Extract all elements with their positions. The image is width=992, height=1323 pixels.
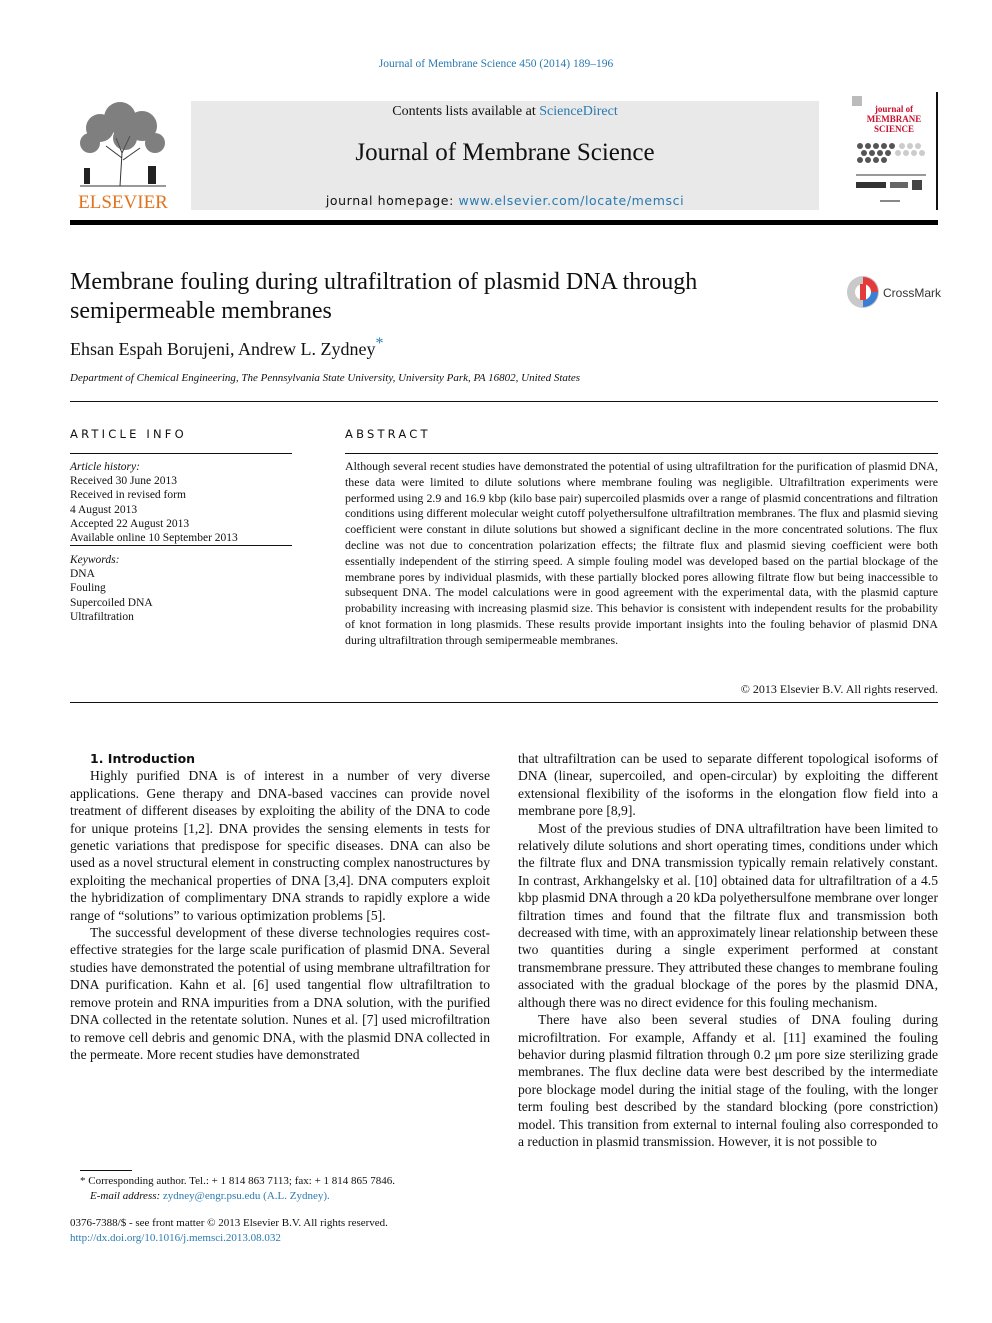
homepage-line [191,193,819,208]
header-rule [70,220,938,225]
email-line [70,1189,490,1204]
keyword-item: DNA [70,568,95,581]
crossmark-badge[interactable] [846,274,942,310]
paragraph: Most of the previous studies of DNA ultrafiltration have been limited to relatively dilute solutions and short operating times, conditions under which the filtrate flux and DNA transmission typically remain relatively constant. In contrast, Arkhangelsky et al. [10] obtained data for ultrafiltration of a 4.5 kbp plasmid DNA through a 20 kDa polyethersulfone membrane over longer filtration times and found that the filtrate flux and transmission both decreased with time, with an approximately linear relationship between these two quantities during a single experiment performed at constant transmembrane pressure. They attributed these changes to membrane fouling associated with the gradual blockage of the pores by the plasmid DNA, although there was no direct evidence for this fouling mechanism. [518,820,938,1010]
history-item: Received 30 June 2013 [70,475,177,488]
affiliation-rule [70,401,938,402]
cover-title-line1: journal of [874,104,914,114]
elsevier-wordmark: ELSEVIER [78,192,168,212]
crossmark-label: CrossMark [883,286,942,300]
article-history [70,460,292,545]
abstract-text: Although several recent studies have demonstrated the potential of using ultrafiltration for the purification of plasmid DNA, these data were limited to dilute solutions where membrane fouling was negligible. Ultrafiltration experiments were performed using 2.9 and 16.9 kbp (kilo base pair) supercoiled plasmids over a range of plasmid concentrations and filtration conditions using different molecular weight cutoff polyethersulfone ultrafiltration membranes. The flux and plasmid sieving coefficient were constant in dilute solutions but showed a significant decline in the more concentrated solutions. The flux decline was not due to concentration polarization effects; the filtrate flux and plasmid sieving coefficient were both essentially independent of the stirring speed. A simple fouling model was developed based on the partial blockage of the membrane pores by individual plasmids, with these partially blocked pores allowing filtrate flow but being inaccessible to subsequent DNA. The model calculations were in good agreement with the experimental data, with the plasmid capture probability increasing with increasing plasmid size. This behavior is consistent with independent results for the probability of knot formation in long plasmids. These results provide important insights into the fouling behavior of plasmid DNA during ultrafiltration through semipermeable membranes. [345,459,938,647]
keywords [70,553,292,624]
homepage-link[interactable]: www.elsevier.com/locate/memsci [458,193,685,208]
article-info-rule-top [70,453,292,454]
author-list [70,335,384,360]
journal-banner [191,101,819,210]
article-title: Membrane fouling during ultrafiltration of plasmid DNA through semipermeable membranes [70,269,698,324]
abstract-rule-top [345,453,938,454]
email-link[interactable]: zydney@engr.psu.edu (A.L. Zydney). [162,1190,330,1202]
homepage-prefix: journal homepage: [325,193,459,208]
contents-prefix: Contents lists available at [392,104,540,119]
keyword-item: Supercoiled DNA [70,596,153,609]
cover-title-line3: SCIENCE [873,124,915,134]
journal-name: Journal of Membrane Science [355,139,655,166]
history-label: Article history: [70,461,140,473]
sciencedirect-link[interactable]: ScienceDirect [539,104,618,119]
crossmark-icon [847,276,879,308]
corresponding-author-mark[interactable]: * [375,335,384,352]
journal-cover-thumbnail [850,94,932,208]
doi-link[interactable]: http://dx.doi.org/10.1016/j.memsci.2013.08.032 [70,1232,281,1244]
paragraph: There have also been several studies of DNA fouling during microfiltration. For example, Affandy et al. [11] examined the fouling behavior during plasmid filtration through 0.2 μm pore size sterilizing grade membranes. The flux decline data were best described by the intermediate pore blockage model during the initial stage of the fouling, with the longer term fouling best described by the standard blocking (pore constriction) model. This transition from external to internal fouling also corresponded to a reduction in plasmid transmission. However, it is not possible to [518,1012,938,1149]
section-heading-introduction: 1. Introduction [90,751,196,766]
body-left-column [70,750,490,1063]
corresponding-line: * Corresponding author. Tel.: + 1 814 863 7113; fax: + 1 814 865 7846. [80,1175,396,1187]
email-label: E-mail address: [90,1190,163,1202]
journal-citation-link[interactable]: Journal of Membrane Science 450 (2014) 189–196 [378,58,614,70]
elsevier-tree-icon [70,98,176,212]
abstract-heading: ABSTRACT [345,427,431,441]
abstract-rule-bottom [70,702,938,703]
abstract-copyright: © 2013 Elsevier B.V. All rights reserved. [740,682,938,696]
contents-line [191,104,819,120]
paragraph: The successful development of these diverse technologies requires cost-effective strategies for the large scale purification of plasmid DNA. Several studies have demonstrated the potential of using membrane ultrafiltration for DNA purification. Kahn et al. [6] used tangential flow ultrafiltration to remove protein and RNA impurities from a DNA solution, with the purified DNA collected in the retentate solution. Nunes et al. [7] used microfiltration to remove cell debris and genomic DNA, with the plasmid DNA collected in the permeate. More recent studies have demonstrated [70,925,490,1062]
keyword-item: Fouling [70,582,106,595]
body-right-column [518,750,938,1150]
corresponding-author-footnote [70,1174,490,1204]
paragraph: Highly purified DNA is of interest in a number of very diverse applications. Gene therapy and DNA-based vaccines can provide novel treatment of different diseases by exploiting the ability of the DNA to code for unique proteins [1,2]. DNA provides the sensing elements in tests for genetic variations that predispose for specific diseases. DNA can also be used as a novel structural element in constructing complex nanostructures by exploiting the mechanical properties of DNA [3,4]. DNA computers exploit the hybridization of complimentary DNA strands to rapidly explore a wide range of “solutions” to various optimization problems [5]. [70,768,490,923]
paragraph: that ultrafiltration can be used to separate different topological isoforms of DNA (linear, supercoiled, and open-circular) by exploiting the different extensional flexibility of the isoforms in the elongation flow field into a membrane pore [8,9]. [518,751,938,819]
page-footer [70,1216,570,1246]
history-item: Accepted 22 August 2013 [70,517,190,530]
history-item: Available online 10 September 2013 [70,532,238,545]
keywords-label: Keywords: [70,554,120,566]
cover-title-line2: MEMBRANE [866,114,922,124]
history-rule [70,545,292,546]
authors-names: Ehsan Espah Borujeni, Andrew L. Zydney [70,339,376,359]
cover-border [936,92,938,210]
affiliation: Department of Chemical Engineering, The Pennsylvania State University, University Park, PA 16802, United States [70,372,581,384]
history-item: 4 August 2013 [70,503,138,516]
issn-line: 0376-7388/$ - see front matter © 2013 Elsevier B.V. All rights reserved. [70,1217,388,1229]
history-item: Received in revised form [70,489,186,502]
article-info-heading: ARTICLE INFO [70,427,187,441]
footnote-rule [80,1170,132,1171]
elsevier-logo [70,98,176,212]
keyword-item: Ultrafiltration [70,610,134,623]
